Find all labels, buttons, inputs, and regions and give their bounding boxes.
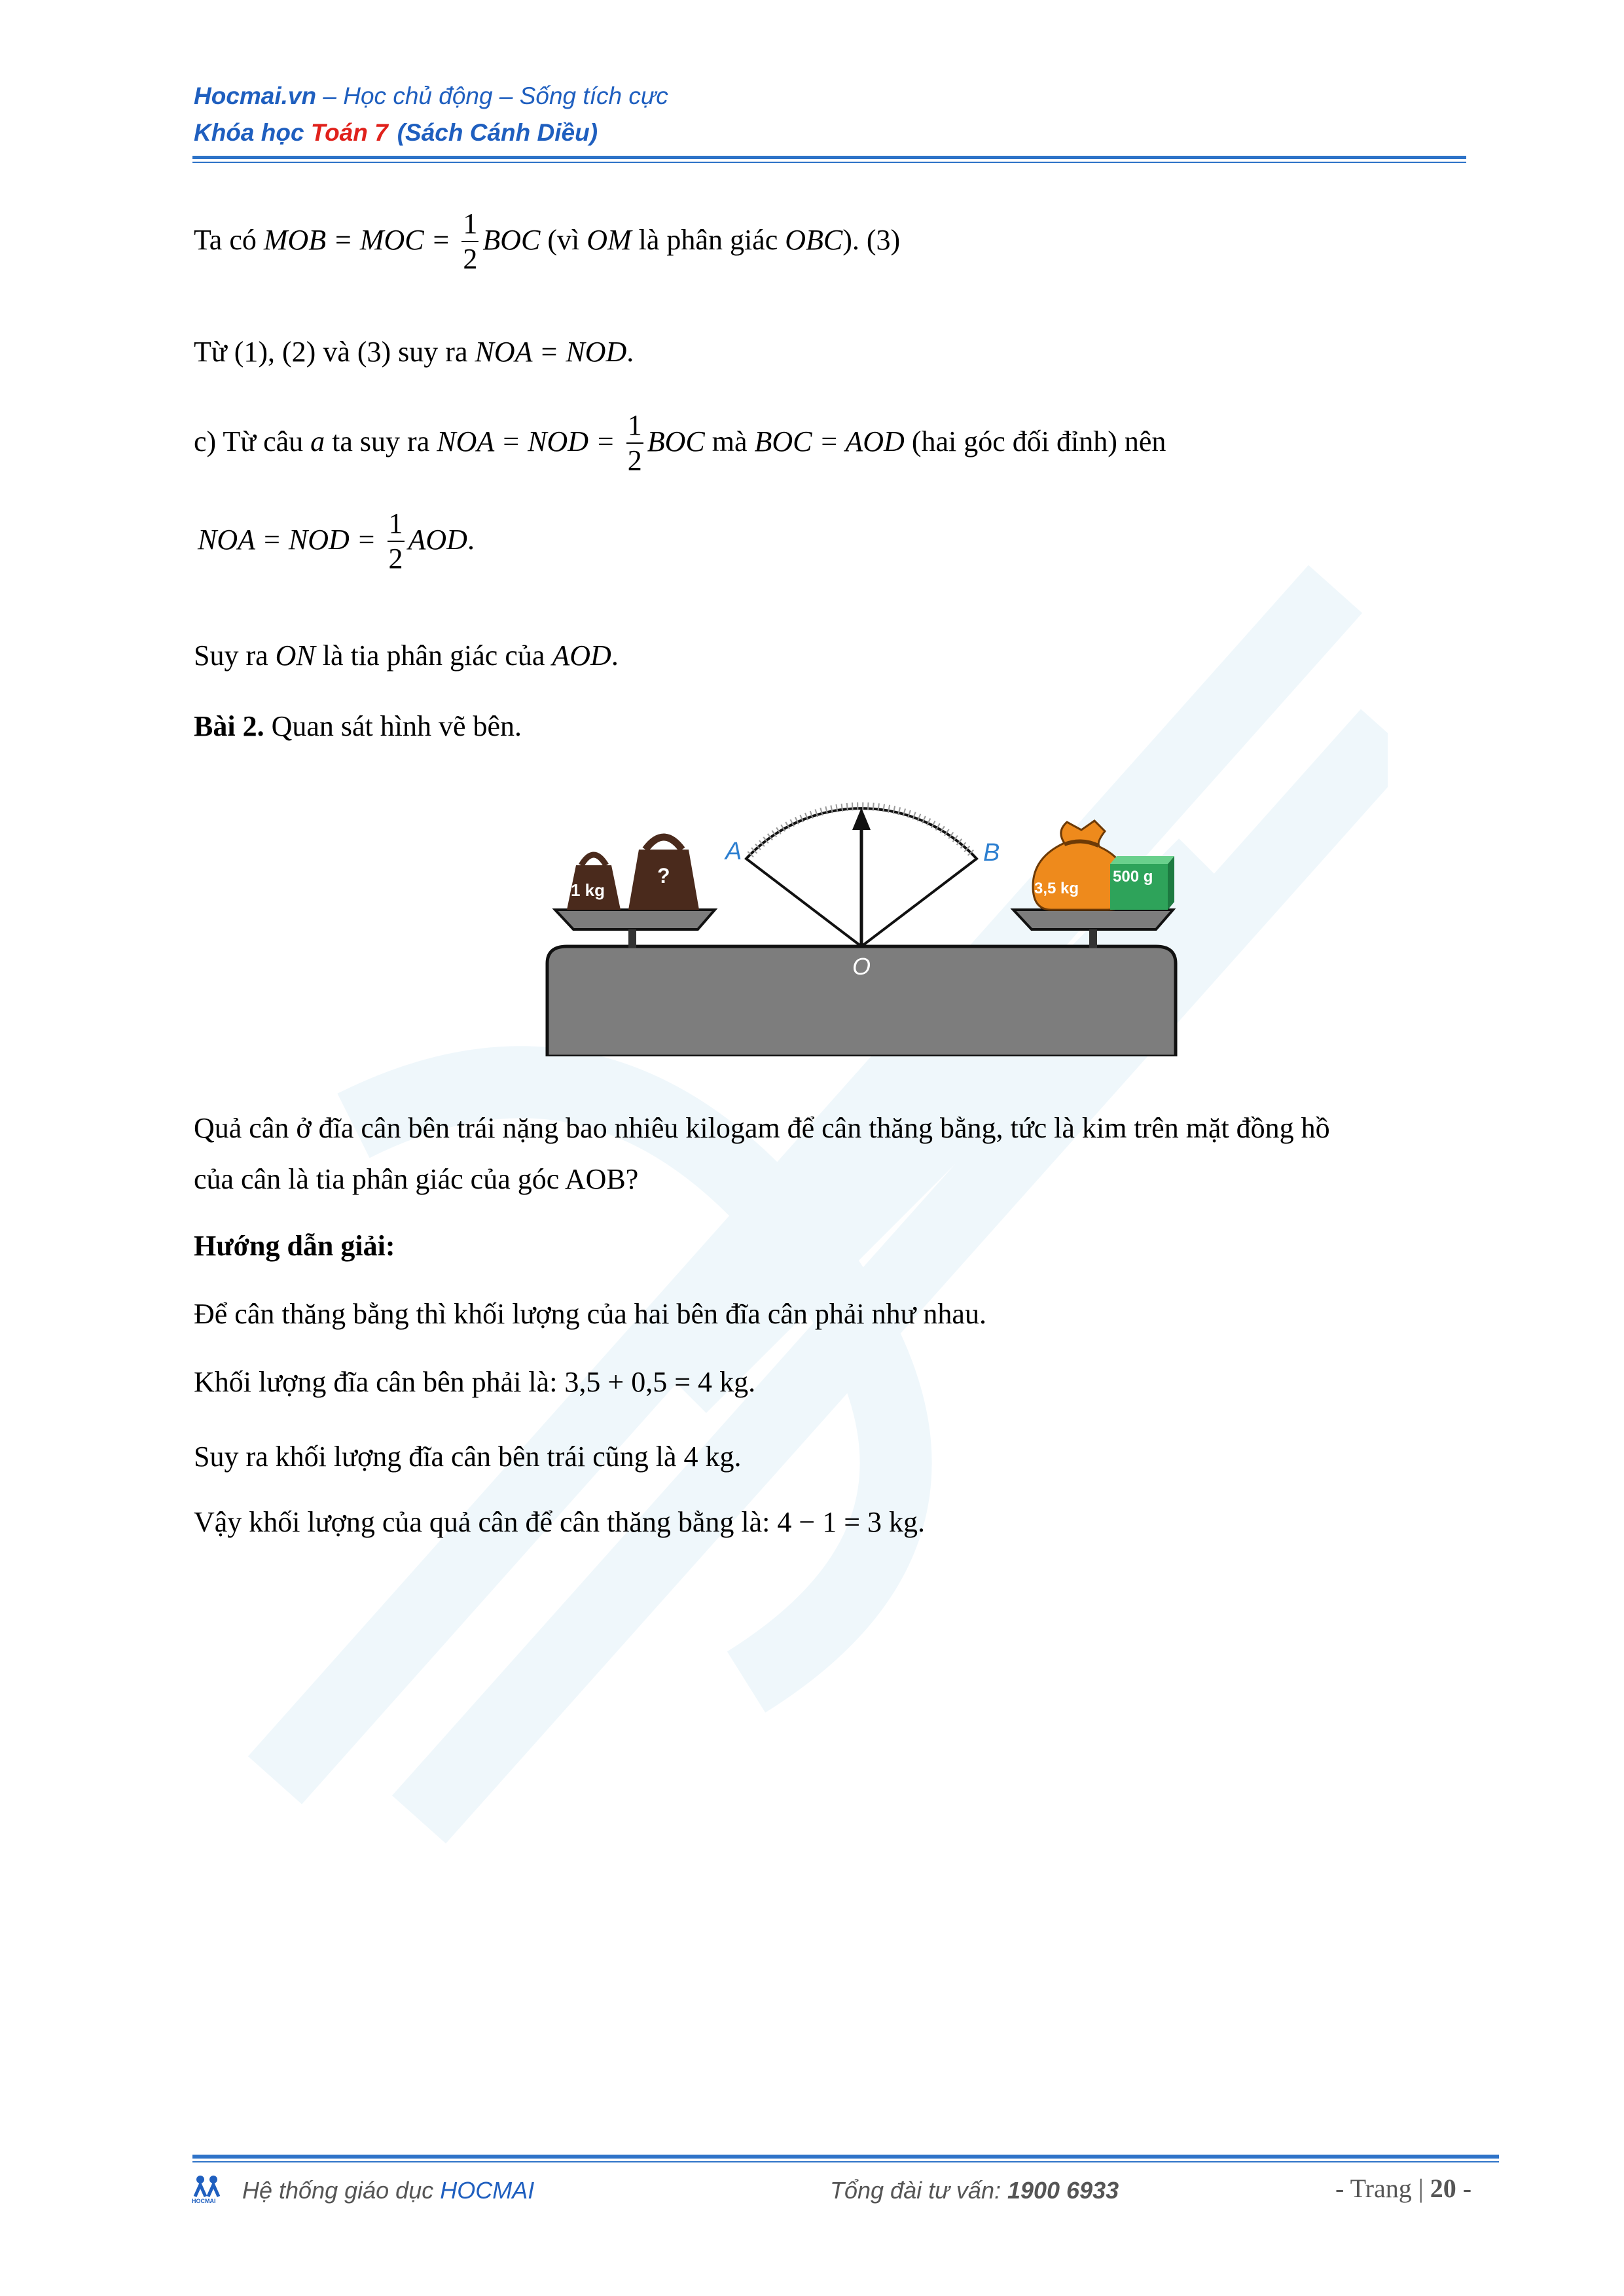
bai2-line — [194, 712, 522, 741]
left-pan-stem — [628, 929, 636, 948]
line1-fraction — [461, 209, 478, 274]
line3-mid: ta suy ra — [325, 425, 437, 458]
line1-mid2: là phân giác — [631, 224, 785, 257]
content-line-4 — [198, 507, 475, 575]
line1-mid: (vì — [540, 224, 587, 257]
line4-frac-den: 2 — [388, 543, 403, 575]
balance-scale-figure — [541, 795, 1185, 1056]
sol4-suffix: kg. — [882, 1506, 926, 1538]
line2-expr: NOA = NOD — [475, 336, 627, 368]
right-pan-stem — [1089, 929, 1097, 948]
header-course-book: (Sách Cánh Diều) — [397, 119, 598, 146]
hocmai-logo — [192, 2174, 221, 2206]
header-line-1 — [194, 82, 668, 110]
sol4-expr: 4 − 1 = 3 — [777, 1506, 882, 1538]
sol2-suffix: kg. — [712, 1366, 756, 1398]
label-box: 500 g — [1113, 868, 1153, 886]
content-line-1 — [194, 207, 901, 275]
hocmai-logo-text: HOCMAI — [192, 2198, 216, 2204]
line4-expr-left: NOA = NOD = — [198, 524, 384, 556]
solution-line-3: Suy ra khối lượng đĩa cân bên trái cũng là 4 kg. — [194, 1441, 742, 1473]
footer-rule-thin — [192, 2161, 1499, 2162]
line1-prefix: Ta có — [194, 224, 264, 257]
header-course-subject: Toán 7 — [310, 119, 388, 146]
line3-fraction — [626, 411, 643, 475]
line3-prefix: c) Từ câu — [194, 425, 311, 458]
line3-a: a — [310, 425, 325, 458]
question-line-1: Quả cân ở đĩa cân bên trái nặng bao nhiêu kilogam để cân thăng bằng, tức là kim trên mặt đồng hồ — [194, 1112, 1330, 1144]
footer-phone: 1900 6933 — [1007, 2177, 1119, 2204]
footer-page — [1335, 2173, 1471, 2204]
line2-suffix: . — [626, 336, 634, 368]
content-line-5 — [194, 641, 619, 670]
header-rule-thin — [192, 162, 1466, 163]
line2-prefix: Từ (1), (2) và (3) suy ra — [194, 336, 475, 368]
line1-frac-den: 2 — [463, 243, 478, 275]
line4-fraction — [388, 509, 405, 573]
bai2-label: Bài 2. — [194, 710, 264, 742]
left-pan — [555, 910, 715, 929]
footer-left — [242, 2177, 534, 2204]
line3-expr2: BOC = AOD — [754, 425, 905, 458]
line1-obc: OBC — [785, 224, 843, 257]
label-point-o: O — [852, 953, 871, 980]
label-1kg: 1 kg — [571, 880, 605, 900]
line1-expr-right: BOC — [482, 224, 541, 257]
footer-page-suffix: - — [1456, 2174, 1472, 2203]
label-point-b: B — [983, 839, 1000, 867]
line1-expr-left: MOB = MOC = — [263, 224, 458, 257]
line1-om: OM — [586, 224, 632, 257]
line5-suffix: . — [611, 639, 619, 672]
footer-page-prefix: - Trang | — [1335, 2174, 1430, 2203]
line1-suffix: ). (3) — [842, 224, 901, 257]
footer-left-prefix: Hệ thống giáo dục — [242, 2177, 441, 2204]
solution-line-1: Để cân thăng bằng thì khối lượng của hai bên đĩa cân phải như nhau. — [194, 1298, 986, 1330]
line3-expr-right: BOC — [647, 425, 705, 458]
footer-page-number: 20 — [1430, 2174, 1456, 2203]
line3-ma: mà — [704, 425, 755, 458]
line1-frac-num: 1 — [461, 209, 478, 242]
header-course-prefix: Khóa học — [194, 119, 311, 146]
content-line-2 — [194, 338, 634, 367]
footer-rule — [192, 2155, 1499, 2159]
line4-suffix: . — [467, 524, 475, 556]
right-pan — [1013, 910, 1173, 929]
line3-suffix: (hai góc đối đỉnh) nên — [904, 425, 1166, 458]
line4-frac-num: 1 — [388, 509, 405, 542]
sol2-prefix: Khối lượng đĩa cân bên phải là: — [194, 1366, 565, 1398]
sol2-expr: 3,5 + 0,5 = 4 — [564, 1366, 713, 1398]
sol4-prefix: Vậy khối lượng của quả cân để cân thăng bằng là: — [194, 1506, 778, 1538]
solution-line-2 — [194, 1368, 755, 1397]
label-unknown-weight: ? — [657, 864, 670, 888]
header-site: Hocmai.vn — [194, 82, 317, 109]
header-line-2 — [194, 119, 598, 147]
solution-line-4 — [194, 1508, 925, 1537]
guide-title: Hướng dẫn giải: — [194, 1230, 395, 1262]
line3-frac-den: 2 — [627, 444, 642, 476]
content-line-3 — [194, 409, 1166, 476]
line3-expr-left: NOA = NOD = — [437, 425, 623, 458]
bai2-text: Quan sát hình vẽ bên. — [264, 710, 522, 742]
line5-aod: AOD — [552, 639, 611, 672]
header-rule — [192, 156, 1466, 159]
header-slogan: – Học chủ động – Sống tích cực — [316, 82, 668, 109]
line5-prefix: Suy ra — [194, 639, 276, 672]
line3-frac-num: 1 — [626, 411, 643, 444]
label-bag: 3,5 kg — [1034, 880, 1079, 897]
question-line-2: của cân là tia phân giác của góc AOB? — [194, 1163, 639, 1195]
line4-expr-right: AOD — [408, 524, 467, 556]
footer-middle — [830, 2177, 1119, 2204]
line5-mid: là tia phân giác của — [315, 639, 552, 672]
footer-left-brand: HOCMAI — [440, 2177, 535, 2204]
label-point-a: A — [725, 838, 742, 865]
line5-on: ON — [275, 639, 316, 672]
footer-middle-prefix: Tổng đài tư vấn: — [830, 2177, 1007, 2204]
